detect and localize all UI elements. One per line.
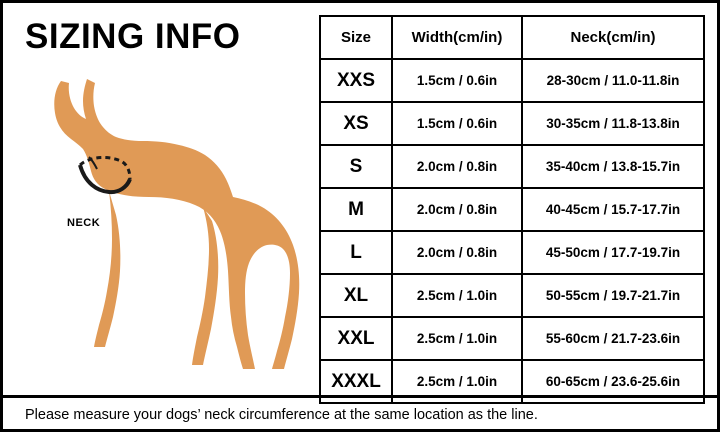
dog-front-leg-shape bbox=[94, 191, 120, 347]
table-row bbox=[320, 188, 704, 231]
column-header-neck: Neck(cm/in) bbox=[522, 16, 704, 59]
cell-width: 2.0cm / 0.8in bbox=[392, 188, 522, 231]
cell-size: S bbox=[320, 145, 392, 188]
table-row bbox=[320, 102, 704, 145]
cell-neck: 50-55cm / 19.7-21.7in bbox=[522, 274, 704, 317]
cell-size: XS bbox=[320, 102, 392, 145]
table-row bbox=[320, 274, 704, 317]
cell-width: 2.5cm / 1.0in bbox=[392, 360, 522, 403]
cell-neck: 28-30cm / 11.0-11.8in bbox=[522, 59, 704, 102]
cell-size: M bbox=[320, 188, 392, 231]
cell-size: XXS bbox=[320, 59, 392, 102]
table-row bbox=[320, 145, 704, 188]
left-panel bbox=[3, 3, 315, 395]
cell-neck: 45-50cm / 17.7-19.7in bbox=[522, 231, 704, 274]
page-title: SIZING INFO bbox=[25, 17, 241, 56]
cell-width: 2.5cm / 1.0in bbox=[392, 317, 522, 360]
cell-size: L bbox=[320, 231, 392, 274]
column-header-width: Width(cm/in) bbox=[392, 16, 522, 59]
cell-neck: 30-35cm / 11.8-13.8in bbox=[522, 102, 704, 145]
dog-svg bbox=[17, 75, 307, 375]
neck-label: NECK bbox=[67, 217, 101, 229]
dog-rear-leg-shape bbox=[192, 207, 218, 365]
cell-neck: 60-65cm / 23.6-25.6in bbox=[522, 360, 704, 403]
cell-width: 1.5cm / 0.6in bbox=[392, 59, 522, 102]
cell-width: 2.5cm / 1.0in bbox=[392, 274, 522, 317]
cell-size: XXXL bbox=[320, 360, 392, 403]
size-table bbox=[319, 15, 705, 404]
cell-width: 2.0cm / 0.8in bbox=[392, 145, 522, 188]
size-table-container bbox=[319, 15, 703, 392]
footer-note bbox=[3, 395, 717, 432]
column-header-size: Size bbox=[320, 16, 392, 59]
cell-size: XXL bbox=[320, 317, 392, 360]
table-row bbox=[320, 231, 704, 274]
footer-text: Please measure your dogs’ neck circumference at the same location as the line. bbox=[25, 407, 538, 423]
cell-neck: 55-60cm / 21.7-23.6in bbox=[522, 317, 704, 360]
cell-size: XL bbox=[320, 274, 392, 317]
cell-neck: 35-40cm / 13.8-15.7in bbox=[522, 145, 704, 188]
table-row bbox=[320, 317, 704, 360]
cell-width: 2.0cm / 0.8in bbox=[392, 231, 522, 274]
dog-illustration bbox=[17, 75, 307, 375]
cell-neck: 40-45cm / 15.7-17.7in bbox=[522, 188, 704, 231]
table-header-row bbox=[320, 16, 704, 59]
table-row bbox=[320, 59, 704, 102]
cell-width: 1.5cm / 0.6in bbox=[392, 102, 522, 145]
